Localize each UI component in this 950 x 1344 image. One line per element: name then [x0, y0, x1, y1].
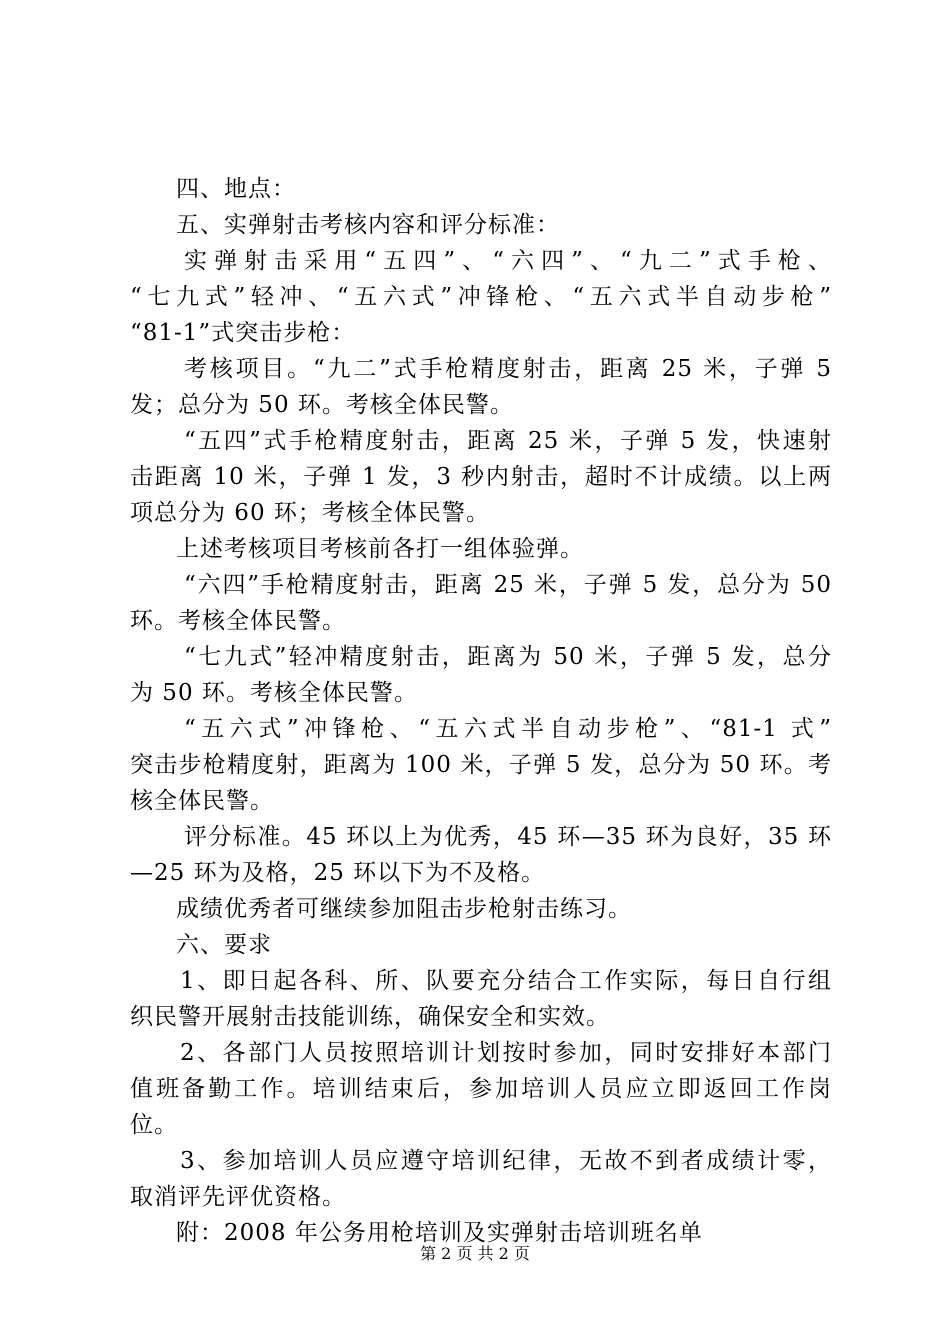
paragraph-line: 项总分为 60 环；考核全体民警。 — [130, 500, 490, 526]
paragraph-line: “五六式”冲锋枪、“五六式半自动步枪”、“81-1 式” — [184, 716, 832, 742]
paragraph-line: —25 环为及格，25 环以下为不及格。 — [130, 860, 546, 886]
list-item-line: 值班备勤工作。培训结束后，参加培训人员应立即返回工作岗 — [130, 1076, 832, 1102]
list-item-line: 织民警开展射击技能训练，确保安全和实效。 — [130, 1004, 610, 1030]
paragraph-line: 成绩优秀者可继续参加阻击步枪射击练习。 — [176, 896, 632, 922]
section-heading-requirements: 六、要求 — [176, 932, 272, 958]
page-number-footer: 第 2 页 共 2 页 — [420, 1244, 530, 1263]
paragraph-line: “六四”手枪精度射击，距离 25 米，子弹 5 发，总分为 50 — [184, 572, 832, 598]
list-item-line: 1、即日起各科、所、队要充分结合工作实际，每日自行组 — [180, 968, 832, 994]
paragraph-line: 为 50 环。考核全体民警。 — [130, 680, 418, 706]
paragraph-line: “七九式”轻冲、“五六式”冲锋枪、“五六式半自动步枪” — [130, 284, 832, 310]
list-item-line: 取消评先评优资格。 — [130, 1184, 346, 1210]
list-item-line: 2、各部门人员按照培训计划按时参加，同时安排好本部门 — [180, 1040, 832, 1066]
paragraph-line: “七九式”轻冲精度射击，距离为 50 米，子弹 5 发，总分 — [184, 644, 832, 670]
paragraph-line: 击距离 10 米，子弹 1 发，3 秒内射击，超时不计成绩。以上两 — [130, 464, 832, 490]
paragraph-line: 发；总分为 50 环。考核全体民警。 — [130, 392, 514, 418]
attachment-line: 附：2008 年公务用枪培训及实弹射击培训班名单 — [176, 1220, 703, 1246]
section-heading-location: 四、地点： — [176, 176, 296, 202]
paragraph-line: 实弹射击采用“五四”、“六四”、“九二”式手枪、 — [184, 248, 832, 274]
paragraph-line: “五四”式手枪精度射击，距离 25 米，子弹 5 发，快速射 — [184, 428, 832, 454]
paragraph-line: 评分标准。45 环以上为优秀，45 环—35 环为良好，35 环 — [184, 824, 832, 850]
list-item-line: 位。 — [130, 1112, 178, 1138]
paragraph-line: 突击步枪精度射，距离为 100 米，子弹 5 发，总分为 50 环。考 — [130, 752, 832, 778]
section-heading-assessment: 五、实弹射击考核内容和评分标准： — [176, 212, 560, 238]
document-body — [130, 171, 832, 1251]
list-item-line: 3、参加培训人员应遵守培训纪律，无故不到者成绩计零， — [180, 1148, 832, 1174]
paragraph-line: 环。考核全体民警。 — [130, 608, 346, 634]
paragraph-line: 上述考核项目考核前各打一组体验弹。 — [176, 536, 584, 562]
paragraph-line: “81-1”式突击步枪： — [130, 320, 356, 346]
paragraph-line: 考核项目。“九二”式手枪精度射击，距离 25 米，子弹 5 — [184, 356, 832, 382]
paragraph-line: 核全体民警。 — [130, 788, 274, 814]
